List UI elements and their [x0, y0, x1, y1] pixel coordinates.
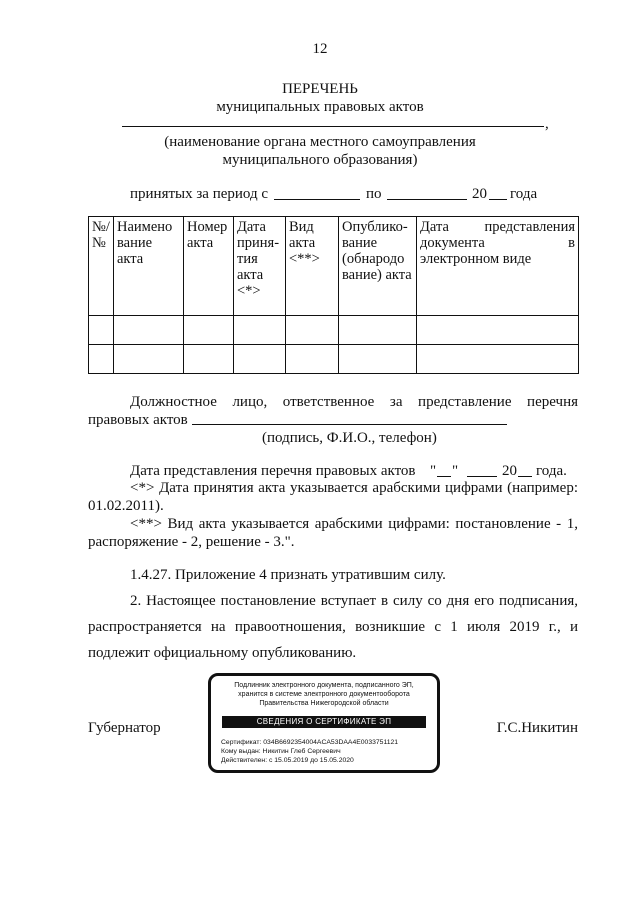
document-subtitle: муниципальных правовых актов	[216, 99, 424, 115]
e-signature-stamp	[208, 673, 440, 773]
table-row	[89, 345, 579, 374]
col-adoption-date: Дата приня- тия акта <*>	[234, 217, 286, 316]
organ-name-blank	[122, 126, 544, 127]
period-suffix: года	[510, 186, 538, 202]
note1-line2: 01.02.2011).	[88, 498, 164, 514]
date-suffix: года.	[536, 463, 567, 479]
official-caption: (подпись, Ф.И.О., телефон)	[262, 430, 437, 446]
period-middle: по	[366, 186, 382, 202]
col-act-type: Вид акта <**>	[286, 217, 339, 316]
period-year-prefix: 20	[472, 186, 487, 202]
stamp-certificate: Сертификат: 034B6692354004ACA53DAA4E0033751121	[221, 739, 399, 746]
period-from-blank	[274, 199, 360, 200]
table-header-row	[89, 217, 579, 316]
stamp-header: СВЕДЕНИЯ О СЕРТИФИКАТЕ ЭП	[222, 716, 426, 728]
date-year-prefix: 20	[502, 463, 517, 479]
note2-line2: распоряжение - 2, решение - 3.".	[88, 534, 295, 550]
col-number: №/ №	[89, 217, 114, 316]
col-name: Наимено вание акта	[114, 217, 184, 316]
stamp-line2: хранится в системе электронного документооборота	[238, 691, 410, 698]
page-number: 12	[312, 41, 328, 57]
signer-title: Губернатор	[88, 720, 161, 736]
paragraph2-line2: распространяется на правоотношения, возникшие с 1 июля 2019 г., и	[88, 619, 578, 635]
organ-caption-line1: (наименование органа местного самоуправления	[164, 134, 476, 150]
date-month-blank	[467, 476, 497, 477]
acts-table	[88, 216, 579, 374]
date-prefix: Дата представления перечня правовых актов	[130, 463, 416, 479]
document-title: ПЕРЕЧЕНЬ	[282, 81, 358, 97]
stamp-issued-to: Кому выдан: Никитин Глеб Сергеевич	[221, 748, 341, 755]
date-quote-close: "	[452, 463, 459, 479]
stamp-valid: Действителен: с 15.05.2019 до 15.05.2020	[221, 757, 354, 764]
title-comma: ,	[545, 116, 549, 132]
note1-line1: <*> Дата принятия акта указывается арабскими цифрами (например:	[130, 480, 578, 496]
col-publication: Опублико- вание (обнародо вание) акта	[339, 217, 417, 316]
period-prefix: принятых за период с	[130, 186, 269, 202]
organ-caption-line2: муниципального образования)	[222, 152, 418, 168]
period-to-blank	[387, 199, 467, 200]
note2-line1: <**> Вид акта указывается арабскими цифрами: постановление - 1,	[130, 516, 578, 532]
official-blank	[192, 424, 507, 425]
signer-name: Г.С.Никитин	[496, 720, 578, 736]
col-submission-date: Дата представления документа в электронном виде	[417, 217, 579, 316]
table-row	[89, 316, 579, 345]
official-line2: правовых актов	[88, 412, 188, 428]
paragraph2-line3: подлежит официальному опубликованию.	[88, 645, 357, 661]
period-year-blank	[489, 199, 507, 200]
stamp-line3: Правительства Нижегородской области	[259, 700, 389, 707]
col-act-number: Номер акта	[184, 217, 234, 316]
paragraph2-line1: 2. Настоящее постановление вступает в силу со дня его подписания,	[130, 593, 578, 609]
official-line1: Должностное лицо, ответственное за представление перечня	[130, 394, 578, 410]
stamp-line1: Подлинник электронного документа, подписанного ЭП,	[234, 682, 414, 689]
date-day-blank	[437, 476, 451, 477]
item-1-4-27: 1.4.27. Приложение 4 признать утратившим силу.	[130, 567, 446, 583]
date-year-blank	[518, 476, 532, 477]
date-quote-open: "	[430, 463, 437, 479]
